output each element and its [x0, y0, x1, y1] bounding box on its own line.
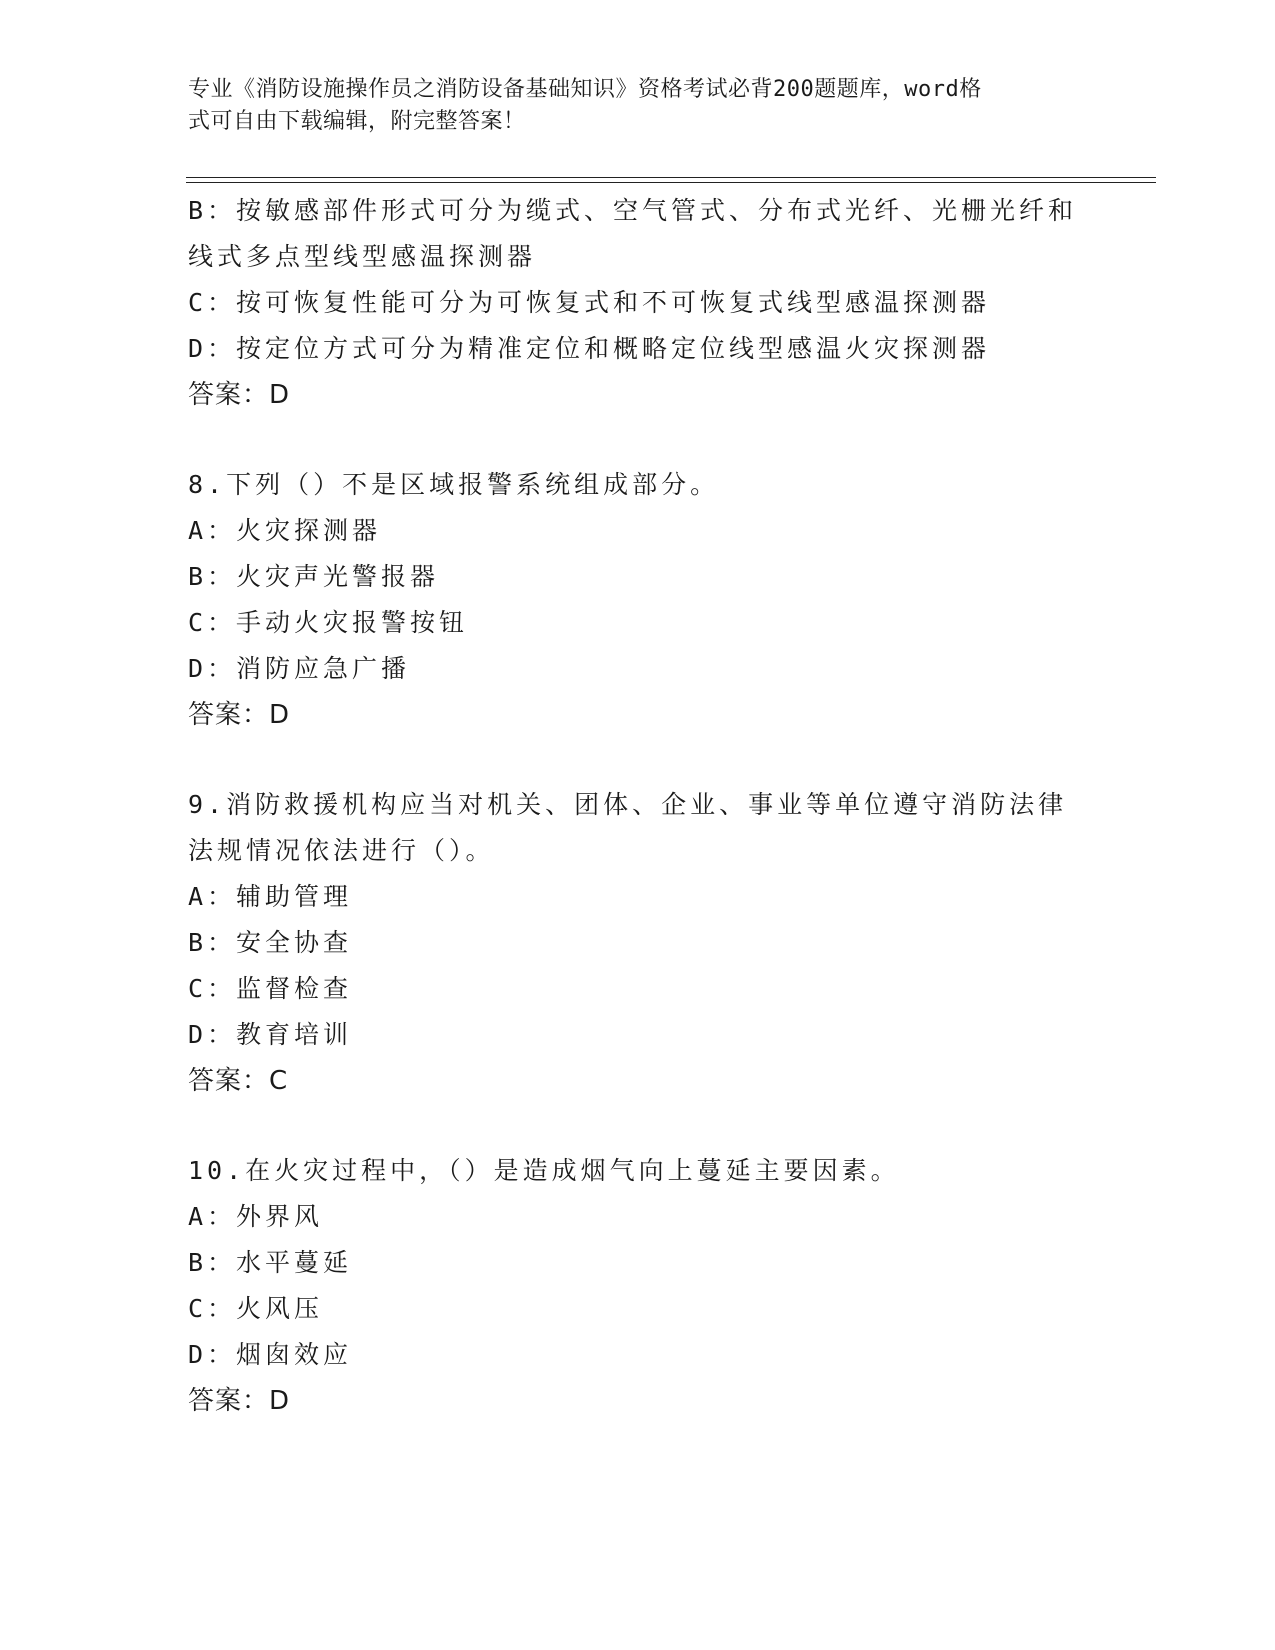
q9-question-line-2: 法规情况依法进行（）。	[188, 836, 495, 865]
header-divider-top	[186, 177, 1156, 178]
header-title-line-2: 式可自由下载编辑，附完整答案！	[188, 109, 526, 134]
question-block-10	[188, 1148, 1088, 1424]
q7-option-c: C：按可恢复性能可分为可恢复式和不可恢复式线型感温探测器	[188, 288, 991, 317]
q9-option-d: D：教育培训	[188, 1020, 353, 1049]
header-divider-bottom	[186, 182, 1156, 183]
header-title-line-1: 专业《消防设施操作员之消防设备基础知识》资格考试必背200题题库，word格	[188, 77, 982, 102]
q10-option-d: D：烟囱效应	[188, 1340, 353, 1369]
q9-option-a: A：辅助管理	[188, 882, 353, 911]
q9-option-c: C：监督检查	[188, 974, 353, 1003]
question-list	[188, 188, 1088, 1424]
q7-option-d: D：按定位方式可分为精准定位和概略定位线型感温火灾探测器	[188, 334, 991, 363]
q10-answer: 答案：D	[188, 1386, 291, 1416]
spacer	[188, 738, 1088, 782]
q9-question-line-1: 9.消防救援机构应当对机关、团体、企业、事业等单位遵守消防法律	[188, 790, 1068, 819]
q9-option-b: B：安全协查	[188, 928, 353, 957]
q8-option-a: A：火灾探测器	[188, 516, 382, 545]
q10-option-b: B：水平蔓延	[188, 1248, 353, 1277]
q7-answer: 答案：D	[188, 380, 291, 410]
q8-option-c: C：手动火灾报警按钮	[188, 608, 469, 637]
q8-option-d: D：消防应急广播	[188, 654, 411, 683]
question-block-8	[188, 462, 1088, 738]
question-block-7	[188, 188, 1088, 418]
spacer	[188, 418, 1088, 462]
spacer	[188, 1104, 1088, 1148]
q10-option-c: C：火风压	[188, 1294, 324, 1323]
q10-option-a: A：外界风	[188, 1202, 324, 1231]
question-block-9	[188, 782, 1088, 1104]
q7-option-b-line-1: B：按敏感部件形式可分为缆式、空气管式、分布式光纤、光栅光纤和	[188, 196, 1078, 225]
q9-answer: 答案：C	[188, 1066, 289, 1096]
q8-question: 8.下列（）不是区域报警系统组成部分。	[188, 470, 720, 499]
q8-answer: 答案：D	[188, 700, 291, 730]
document-header	[188, 74, 1088, 138]
q8-option-b: B：火灾声光警报器	[188, 562, 440, 591]
q7-option-b-line-2: 线式多点型线型感温探测器	[188, 242, 537, 271]
q10-question: 10.在火灾过程中，（）是造成烟气向上蔓延主要因素。	[188, 1156, 900, 1185]
